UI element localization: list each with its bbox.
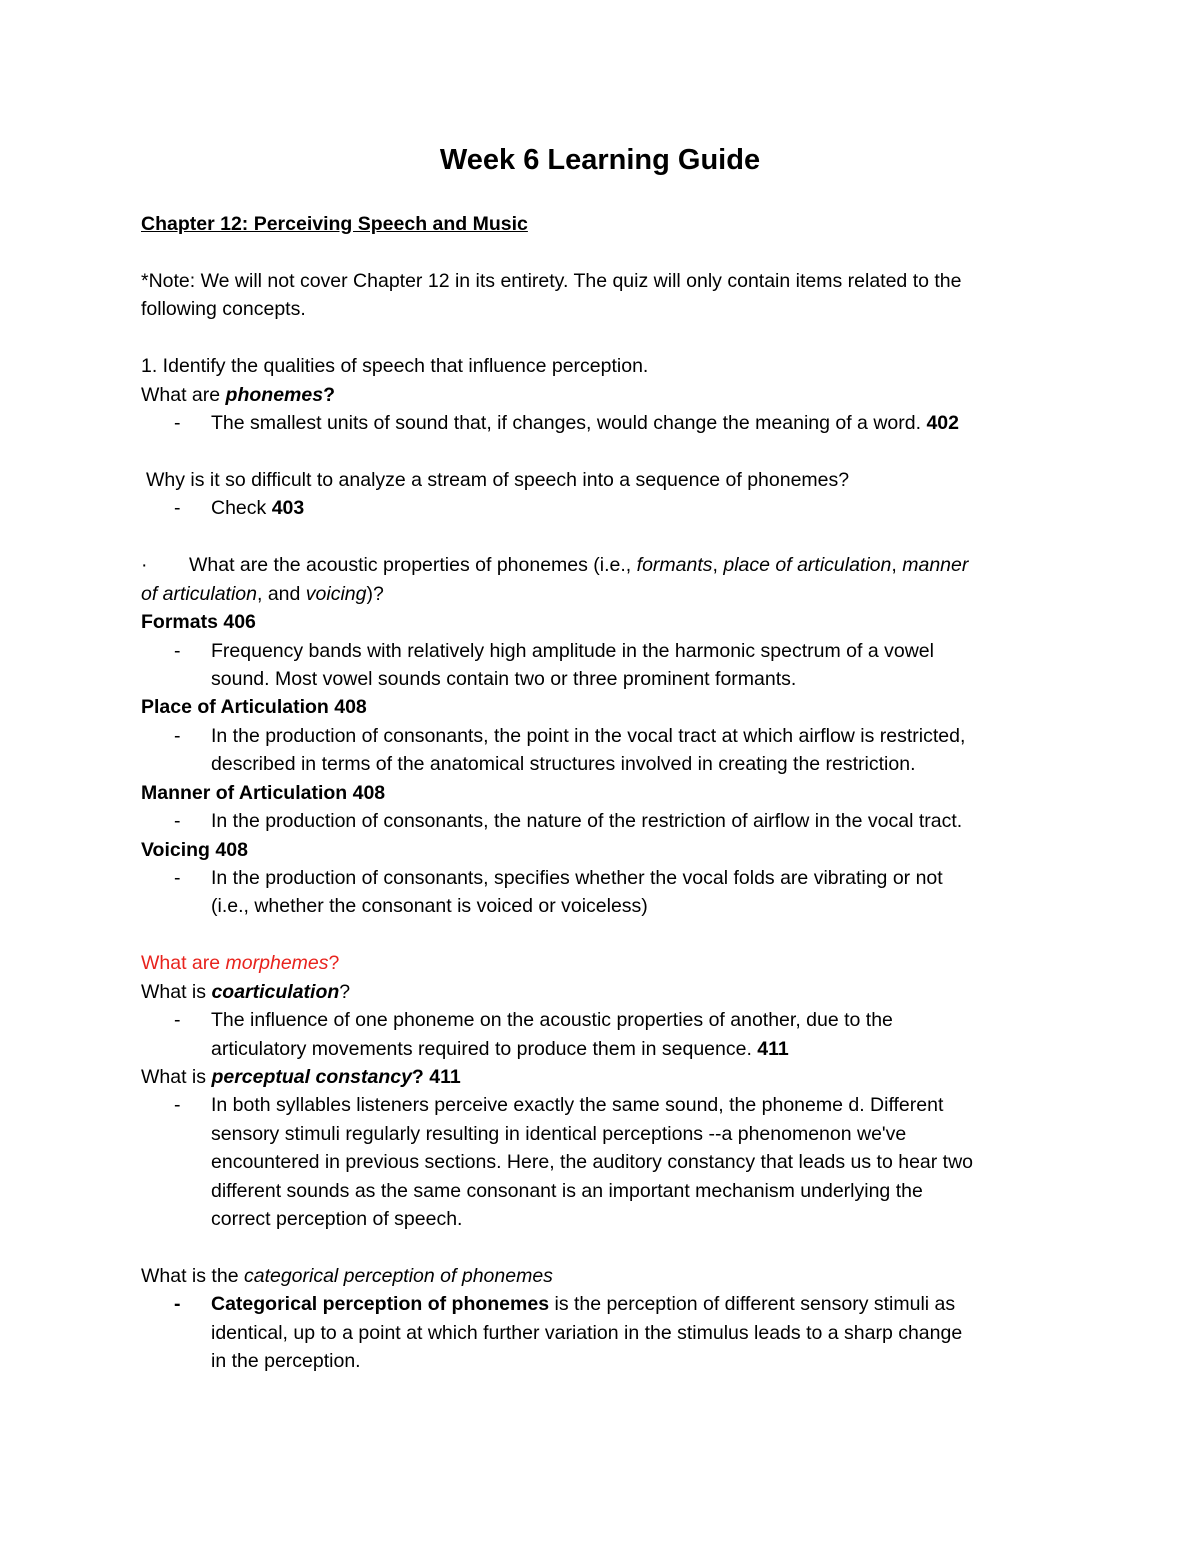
constancy-question xyxy=(141,1063,461,1091)
coarticulation-line-1: The influence of one phoneme on the acoustic properties of another, due to the xyxy=(211,1009,893,1031)
coarticulation-line-2 xyxy=(211,1035,789,1063)
page-ref: 402 xyxy=(926,412,959,434)
morphemes-suffix: ? xyxy=(328,952,340,974)
morphemes-term: morphemes xyxy=(225,952,329,974)
place-line-1: In the production of consonants, the point in the vocal tract at which airflow is restricted, xyxy=(211,725,966,747)
morphemes-question xyxy=(141,949,339,977)
acoustic-bullet: · xyxy=(141,554,148,576)
difficulty-question: Why is it so difficult to analyze a stream of speech into a sequence of phonemes? xyxy=(146,469,850,491)
formats-line-2: sound. Most vowel sounds contain two or three prominent formants. xyxy=(211,668,797,690)
constancy-suffix: ? 411 xyxy=(411,1066,461,1088)
separator: , xyxy=(712,554,724,576)
list-dash: - xyxy=(174,867,181,889)
list-dash: - xyxy=(174,497,181,519)
difficulty-answer xyxy=(211,494,304,522)
constancy-line-4: different sounds as the same consonant is an important mechanism underlying the xyxy=(211,1180,923,1202)
difficulty-answer-text: Check xyxy=(211,497,272,519)
acoustic-question-line-2 xyxy=(141,580,384,608)
constancy-term: perceptual constancy xyxy=(211,1066,412,1088)
categorical-line-1-rest: is the perception of different sensory stimuli as xyxy=(549,1293,956,1315)
list-dash: - xyxy=(174,725,181,747)
note-line-1: *Note: We will not cover Chapter 12 in its entirety. The quiz will only contain items related to the xyxy=(141,270,962,292)
morphemes-prefix: What are xyxy=(141,952,226,974)
page-ref: 411 xyxy=(757,1038,789,1060)
separator: , xyxy=(891,554,903,576)
categorical-line-3: in the perception. xyxy=(211,1350,361,1372)
phonemes-prefix: What are xyxy=(141,384,226,406)
categorical-line-1 xyxy=(211,1290,955,1318)
voicing-heading: Voicing 408 xyxy=(141,839,248,861)
phonemes-suffix: ? xyxy=(323,384,335,406)
closing-text: )? xyxy=(366,583,384,605)
list-dash: - xyxy=(174,640,181,662)
coarticulation-term: coarticulation xyxy=(211,981,340,1003)
separator: , and xyxy=(256,583,306,605)
place-line-2: described in terms of the anatomical structures involved in creating the restriction. xyxy=(211,753,916,775)
term-place-of-articulation: place of articulation xyxy=(723,554,892,576)
term-formants: formants xyxy=(636,554,713,576)
term-voicing: voicing xyxy=(305,583,367,605)
acoustic-text: What are the acoustic properties of phonemes (i.e., xyxy=(189,554,637,576)
manner-heading: Manner of Articulation 408 xyxy=(141,782,386,804)
categorical-line-2: identical, up to a point at which further variation in the stimulus leads to a sharp change xyxy=(211,1322,963,1344)
categorical-bold-term: Categorical perception of phonemes xyxy=(211,1293,550,1315)
voicing-line-1: In the production of consonants, specifies whether the vocal folds are vibrating or not xyxy=(211,867,943,889)
phonemes-answer xyxy=(211,409,959,437)
list-dash: - xyxy=(174,1094,181,1116)
categorical-question xyxy=(141,1262,553,1290)
coarticulation-question xyxy=(141,978,350,1006)
constancy-line-5: correct perception of speech. xyxy=(211,1208,463,1230)
page-title: Week 6 Learning Guide xyxy=(439,144,761,176)
coarticulation-prefix: What is xyxy=(141,981,212,1003)
note-line-2: following concepts. xyxy=(141,298,306,320)
phonemes-term: phonemes xyxy=(225,384,324,406)
formats-heading: Formats 406 xyxy=(141,611,256,633)
voicing-line-2: (i.e., whether the consonant is voiced or voiceless) xyxy=(211,895,648,917)
list-dash: - xyxy=(174,412,181,434)
term-manner-part-1: manner xyxy=(902,554,969,576)
page-ref: 403 xyxy=(271,497,305,519)
term-manner-part-2: of articulation xyxy=(141,583,257,605)
list-dash: - xyxy=(174,1293,181,1315)
categorical-prefix: What is the xyxy=(141,1265,244,1287)
categorical-term: categorical perception of phonemes xyxy=(243,1265,553,1287)
phonemes-question xyxy=(141,381,335,409)
constancy-line-3: encountered in previous sections. Here, the auditory constancy that leads us to hear two xyxy=(211,1151,974,1173)
manner-line-1: In the production of consonants, the nature of the restriction of airflow in the vocal tract. xyxy=(211,810,963,832)
acoustic-question-line-1 xyxy=(189,551,968,579)
objective-1: 1. Identify the qualities of speech that influence perception. xyxy=(141,355,649,377)
constancy-line-1: In both syllables listeners perceive exactly the same sound, the phoneme d. Different xyxy=(211,1094,944,1116)
constancy-prefix: What is xyxy=(141,1066,212,1088)
chapter-heading: Chapter 12: Perceiving Speech and Music xyxy=(141,213,528,235)
coarticulation-line-2-text: articulatory movements required to produce them in sequence. xyxy=(211,1038,758,1060)
list-dash: - xyxy=(174,810,181,832)
place-heading: Place of Articulation 408 xyxy=(141,696,367,718)
phonemes-answer-text: The smallest units of sound that, if changes, would change the meaning of a word. xyxy=(211,412,927,434)
formats-line-1: Frequency bands with relatively high amplitude in the harmonic spectrum of a vowel xyxy=(211,640,934,662)
list-dash: - xyxy=(174,1009,181,1031)
constancy-line-2: sensory stimuli regularly resulting in identical perceptions --a phenomenon we've xyxy=(211,1123,907,1145)
coarticulation-suffix: ? xyxy=(339,981,351,1003)
